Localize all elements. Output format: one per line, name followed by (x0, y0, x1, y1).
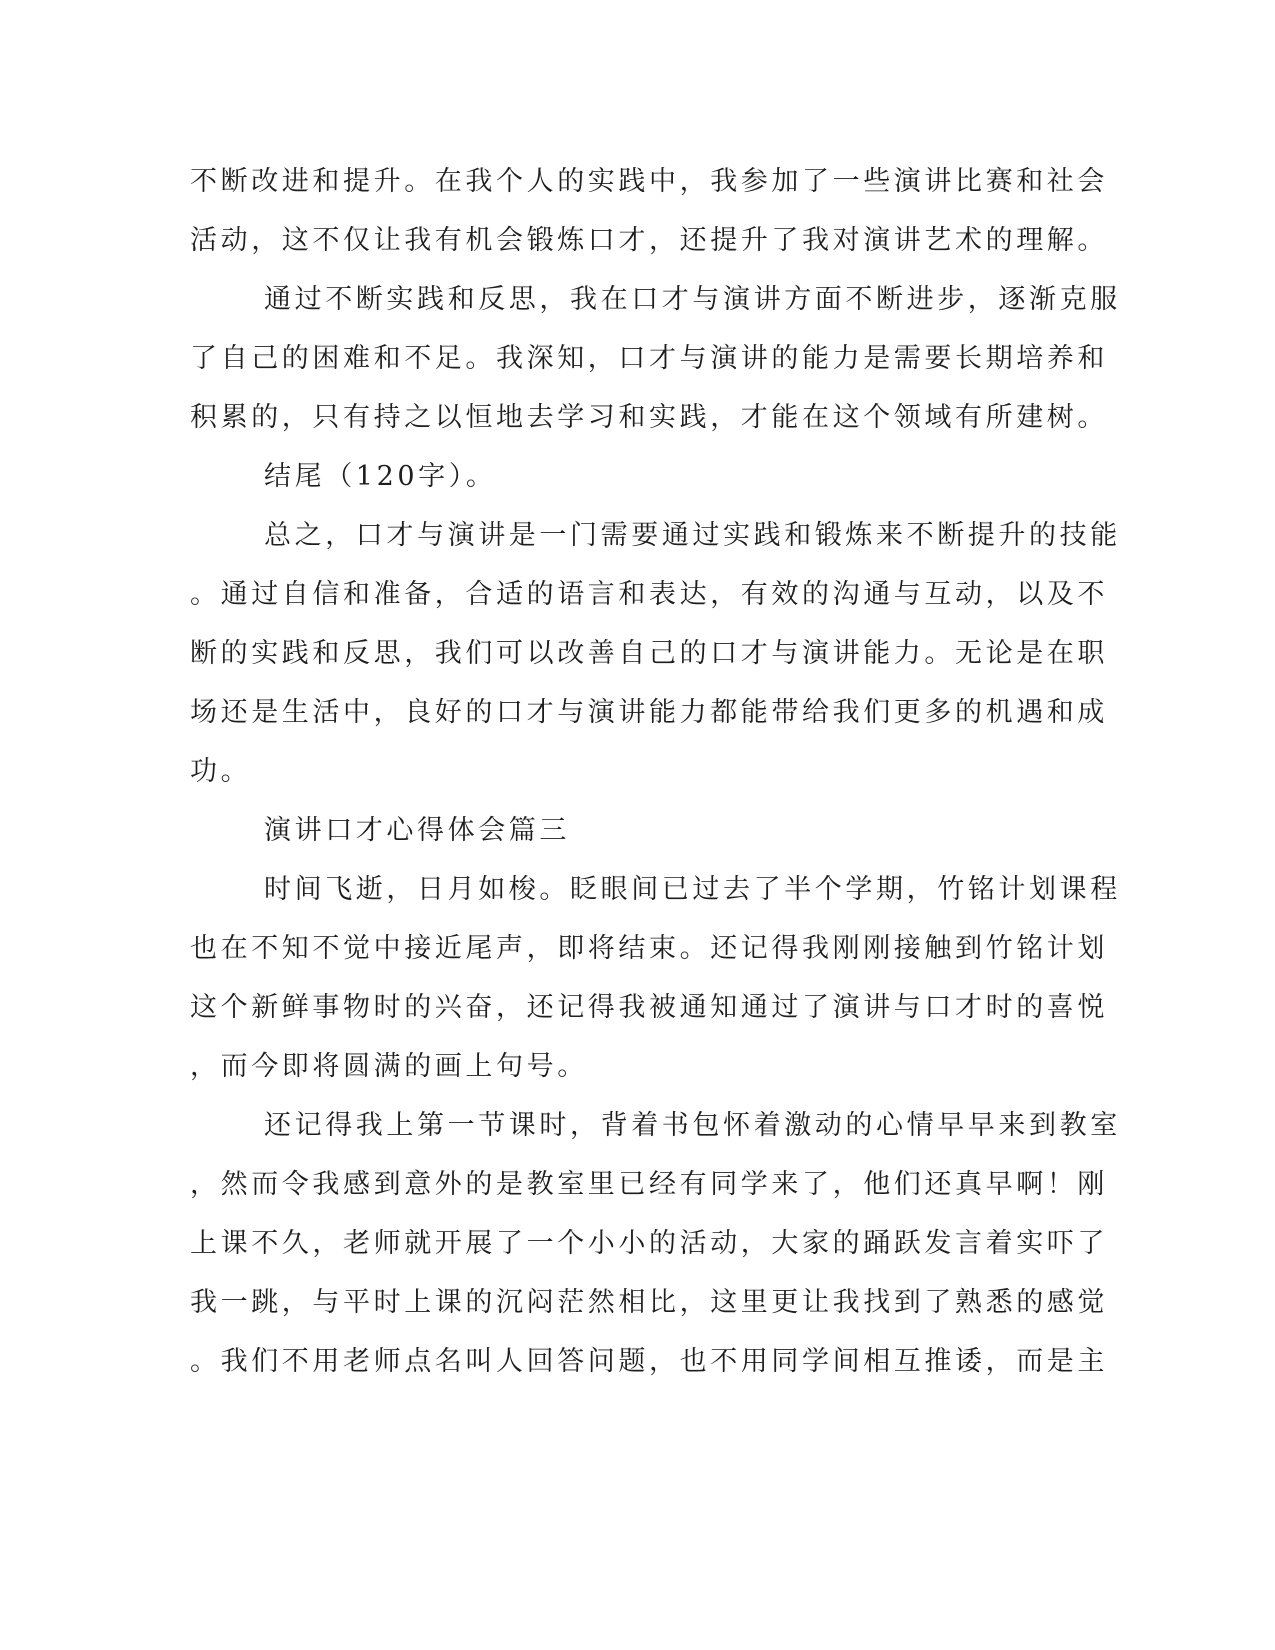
paragraph-line: 场还是生活中，良好的口才与演讲能力都能带给我们更多的机遇和成 (190, 697, 1108, 728)
paragraph-line: 积累的，只有持之以恒地去学习和实践，才能在这个领域有所建树。 (190, 402, 1108, 433)
paragraph-line: 断的实践和反思，我们可以改善自己的口才与演讲能力。无论是在职 (190, 638, 1108, 669)
paragraph-line: 也在不知不觉中接近尾声，即将结束。还记得我刚刚接触到竹铭计划 (190, 933, 1108, 964)
paragraph-line: ，而今即将圆满的画上句号。 (190, 1051, 588, 1082)
section-heading: 演讲口才心得体会篇三 (264, 815, 570, 846)
paragraph-line: 。我们不用老师点名叫人回答问题，也不用同学间相互推诿，而是主 (190, 1346, 1108, 1377)
paragraph-line: 功。 (190, 756, 252, 787)
paragraph-line: 我一跳，与平时上课的沉闷茫然相比，这里更让我找到了熟悉的感觉 (190, 1287, 1108, 1318)
paragraph-line: 上课不久，老师就开展了一个小小的活动，大家的踊跃发言着实吓了 (190, 1228, 1108, 1259)
paragraph-line: ，然而令我感到意外的是教室里已经有同学来了，他们还真早啊！刚 (190, 1169, 1108, 1200)
paragraph-line: 通过不断实践和反思，我在口才与演讲方面不断进步，逐渐克服 (264, 284, 1121, 315)
paragraph-line: 这个新鲜事物时的兴奋，还记得我被通知通过了演讲与口才时的喜悦 (190, 992, 1108, 1023)
paragraph-line: 活动，这不仅让我有机会锻炼口才，还提升了我对演讲艺术的理解。 (190, 225, 1108, 256)
paragraph-line: 总之，口才与演讲是一门需要通过实践和锻炼来不断提升的技能 (264, 520, 1121, 551)
paragraph-line: 时间飞逝，日月如梭。眨眼间已过去了半个学期，竹铭计划课程 (264, 874, 1121, 905)
section-heading: 结尾（120字）。 (264, 461, 497, 492)
paragraph-line: 不断改进和提升。在我个人的实践中，我参加了一些演讲比赛和社会 (190, 166, 1108, 197)
paragraph-line: 。通过自信和准备，合适的语言和表达，有效的沟通与互动，以及不 (190, 579, 1108, 610)
paragraph-line: 还记得我上第一节课时，背着书包怀着激动的心情早早来到教室 (264, 1110, 1121, 1141)
paragraph-line: 了自己的困难和不足。我深知，口才与演讲的能力是需要长期培养和 (190, 343, 1108, 374)
